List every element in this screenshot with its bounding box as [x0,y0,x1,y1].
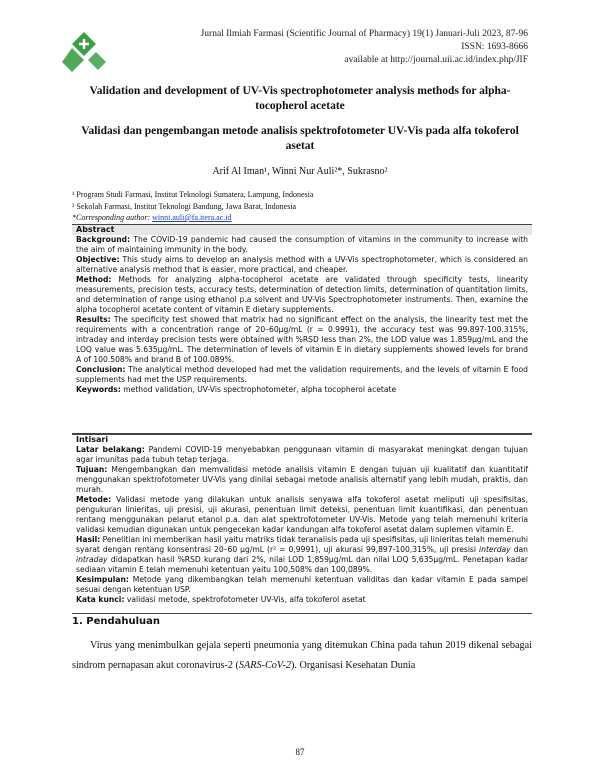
tujuan-text: Mengembangkan dan memvalidasi metode analisis vitamin E dengan tujuan uji kualitatif dan kuantitatif menggunakan spektrofotometer UV-Vis yang dinilai sebagai metode analisis alternatif yang lebih mudah, praktis, dan murah. [76,465,528,494]
corresponding-label: *Corresponding author: [72,213,151,222]
objective-label: Objective: [76,255,120,264]
katakunci-label: Kata kunci: [76,595,125,604]
affiliation-2: ² Sekolah Farmasi, Institut Teknologi Bandung, Jawa Barat, Indonesia [72,202,297,211]
method-label: Method: [76,275,112,284]
affiliation-1: ¹ Program Studi Farmasi, Institut Teknologi Sumatera, Lampung, Indonesia [72,190,314,199]
method-text: Methods for analyzing alpha-tocopherol acetate are validated through specificity tests, linearity measurements, precision tests, accuracy tests, determination of detection limits, determination of quantitation limits, and determination of range using ethanol p.a solvent and UV-Vis Spectrophotometer instruments. Then, examine the alpha tocopherol acetate content of vitamin E dietary supplements. [76,275,528,314]
hasil-text-b: didapatkan hasil %RSD kurang dari 2%, nilai LOD 1,859μg/mL dan nilai LOQ 5,635μg/mL. Penetapan kadar sediaan vitamin E telah memenuhi ketentuan yaitu 100,508% dan 100,089%. [76,555,528,574]
metode-label: Metode: [76,495,112,504]
corresponding-author [72,212,232,223]
tujuan-label: Tujuan: [76,465,108,474]
intisari-kesimpulan [72,575,532,595]
abstract-conclusion [72,365,532,385]
journal-url[interactable]: available at http://journal.uii.ac.id/index.php/JIF [344,55,528,65]
intisari-metode [72,495,532,535]
intisari-box [72,434,532,614]
latar-text: Pandemi COVID-19 menyebabkan penggunaan vitamin di masyarakat meningkat dengan tujuan agar imunitas pada tubuh tetap terjaga. [76,445,528,464]
hasil-intraday: intraday [76,555,108,564]
section-heading: 1. Pendahuluan [72,616,161,627]
intisari-latar [72,445,532,465]
objective-text: This study aims to develop an analysis method with a UV-Vis spectrophotometer, which is considered an alternative analysis method that is easier, more practical, and cheaper. [76,255,528,274]
hasil-dan: dan [513,545,528,554]
abstract-objective [72,255,532,275]
keywords-label: Keywords: [76,385,121,394]
hasil-label: Hasil: [76,535,101,544]
issn: ISSN: 1693-8666 [461,42,528,52]
katakunci-text: validasi metode, spektrofotometer UV-Vis, alfa tokoferol asetat [126,595,366,604]
intro-text-italic: SARS-CoV-2 [238,660,291,671]
intro-text-a: Virus yang menimbulkan gejala seperti pneumonia yang ditemukan China pada tahun 2019 dikenal sebagai sindrom pernapasan akut coronavirus-2 ( [72,640,532,671]
background-text: The COVID-19 pandemic had caused the consumption of vitamins in the community to increase with the aim of maintaining immunity in the body. [76,235,528,254]
intisari-tujuan [72,465,532,495]
abstract-box [72,224,532,434]
metode-text: Validasi metode yang dilakukan untuk analisis senyawa alfa tokoferol asetat meliputi uji spesifisitas, pengukuran linieritas, uji presisi, uji akurasi, penentuan limit deteksi, penentuan limit kuantifikasi, dan penentuan rentang menggunakan pelarut etanol p.a. dan alat spektrofotometer UV-Vis. Metode yang telah memenuhi kriteria validasi kemudian digunakan untuk pengecekan kadar kandungan alfa tokoferol asetat dalam suplemen vitamin E. [76,495,528,534]
abstract-results [72,315,532,365]
results-label: Results: [76,315,111,324]
hasil-text-a: Penelitian ini memberikan hasil yaitu matriks tidak teranalisis pada uji spesifisitas, uji linieritas telah memenuhi syarat dengan rentang konsentrasi 20–60 μg/mL (r² = 0,9991), uji akurasi 99,897-100,315%, uji presisi [76,535,528,554]
results-text: The specificity test showed that matrix had no significant effect on the analysis, the linearity test met the requirements with a concentration range of 20–60μg/mL (r = 0.9991), the accuracy test was 99.897-100.315%, intraday and interday precision tests were obtained with %RSD less than 2%, the LOD value was 1.859μg/mL and the LOQ value was 5.635μg/mL. The determination of levels of vitamin E in dietary supplements showed levels for brand A of 100.508% and brand B of 100.089%. [76,315,528,364]
page-number: 87 [295,747,305,757]
intisari-hasil [72,535,532,575]
title-indonesian: Validasi dan pengembangan metode analisis spektrofotometer UV-Vis pada alfa tokoferol asetat [81,125,519,152]
background-label: Background: [76,235,131,244]
latar-label: Latar belakang: [76,445,145,454]
corresponding-email-link[interactable]: winni.auli@fa.itera.ac.id [152,213,232,222]
abstract-heading: Abstract [72,225,532,235]
abstract-method [72,275,532,315]
journal-line: Jurnal Ilmiah Farmasi (Scientific Journal of Pharmacy) 19(1) Januari-Juli 2023, 87-96 [200,29,528,39]
abstract-keywords [72,385,532,395]
journal-header [201,28,528,67]
kesimpulan-label: Kesimpulan: [76,575,129,584]
keywords-text: method validation, UV-Vis spectrophotometer, alpha tocopherol acetate [123,385,397,394]
abstract-background [72,235,532,255]
conclusion-label: Conclusion: [76,365,126,374]
kesimpulan-text: Metode yang dikembangkan telah memenuhi ketentuan validitas dan kadar vitamin E pada sampel sesuai dengan ketentuan USP. [76,575,528,594]
intisari-heading: Intisari [76,435,109,444]
journal-logo-icon [62,30,106,74]
hasil-interday: interday [479,545,511,554]
conclusion-text: The analytical method developed had met the validation requirements, and the levels of vitamin E food supplements had met the USP requirements. [76,365,528,384]
intisari-katakunci [72,595,532,605]
author-list: Arif Al Iman¹, Winni Nur Auli²*, Sukrasno² [212,166,388,177]
intro-paragraph [72,636,532,676]
intro-text-b: ). Organisasi Kesehatan Dunia [290,660,416,671]
title-english: Validation and development of UV-Vis spectrophotometer analysis methods for alpha-tocopherol acetate [89,85,511,112]
